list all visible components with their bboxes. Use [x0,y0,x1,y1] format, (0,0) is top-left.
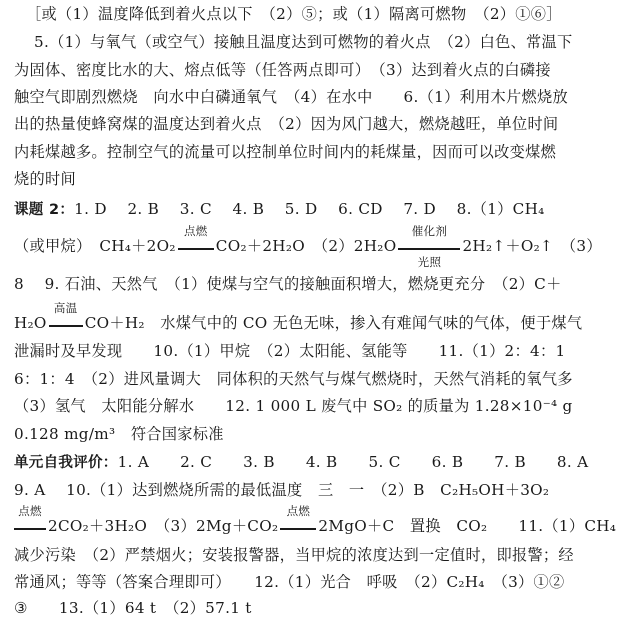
unit-eval-eq-2: 2MgO＋C 置换 CO₂ 11.（1）CH₄ [318,517,617,535]
text-line-6: 内耗煤越多。控制空气的流量可以控制单位时间内的耗煤量，因而可以改变煤燃 [14,143,557,161]
unit-eval-line-5: 常通风；等等（答案合理即可） 12.（1）光合 呼吸 （2）C₂H₄ （3）①② [14,573,565,591]
topic2-line-5: 泄漏时及早发现 10.（1）甲烷 （2）太阳能、氢能等 11.（1）2：4：1 [14,342,566,360]
condition-ignite-3: 点燃 [280,519,316,531]
unit-eval-line-6: ③ 13.（1）64 t （2）57.1 t [14,599,252,617]
topic2-line-6: 6：1：4 （2）进风量调大 同体积的天然气与煤气燃烧时，天然气消耗的氧气多 [14,370,573,388]
unit-eval-line-3 [14,504,617,536]
condition-ignite-2: 点燃 [14,519,46,531]
unit-eval-line-1 [14,452,588,473]
topic2-line-1 [14,199,545,220]
text-line-4: 触空气即剧烈燃烧 向水中白磷通氧气 （4）在水中 6.（1）利用木片燃烧放 [14,88,568,106]
topic2-eq-2: CO₂＋2H₂O （2）2H₂O [215,237,397,255]
topic2-eq-5: CO＋H₂ 水煤气中的 CO 无色无味，掺入有难闻气味的气体，便于煤气 [84,314,583,332]
unit-eval-answers-1: 1. A 2. C 3. B 4. B 5. C 6. B 7. B 8. A [117,453,589,471]
topic2-line-4 [14,301,583,333]
topic2-line-2 [14,224,602,269]
condition-catalyst: 催化剂 光照 [398,239,460,251]
text-line-3: 为固体、密度比水的大、熔点低等（任答两点即可） （3）达到着火点的白磷接 [14,61,551,79]
unit-eval-line-2: 9. A 10.（1）达到燃烧所需的最低温度 三 一 （2）B C₂H₅OH＋3O₂ [14,481,550,499]
unit-eval-eq-1: 2CO₂＋3H₂O （3）2Mg＋CO₂ [48,517,279,535]
topic2-eq-3: 2H₂↑＋O₂↑ （3） [462,237,602,255]
text-line-5: 出的热量使蜂窝煤的温度达到着火点 （2）因为风门越大，燃烧越旺，单位时间 [14,115,559,133]
topic2-answers-1: 1. D 2. B 3. C 4. B 5. D 6. CD 7. D 8.（1）CH₄ [74,200,545,218]
topic2-eq-4: H₂O [14,314,47,332]
topic2-eq-1: （或甲烷） CH₄＋2O₂ [14,237,176,255]
text-line-1: ［或（1）温度降低到着火点以下 （2）⑤；或（1）隔离可燃物 （2）①⑥］ [26,5,562,23]
topic2-label: 课题 2： [14,202,75,218]
text-line-2: 5.（1）与氧气（或空气）接触且温度达到可燃物的着火点 （2）白色、常温下 [34,33,573,51]
condition-high-temp: 高温 [49,316,83,328]
text-line-7: 烧的时间 [14,170,76,188]
unit-eval-line-4: 减少污染 （2）严禁烟火；安装报警器，当甲烷的浓度达到一定值时，即报警；经 [14,546,574,564]
topic2-line-3: 8 9. 石油、天然气 （1）使煤与空气的接触面积增大，燃烧更充分 （2）C＋ [14,275,562,293]
condition-ignite-1: 点燃 [178,239,214,251]
topic2-line-7: （3）氢气 太阳能分解水 12. 1 000 L 废气中 SO₂ 的质量为 1.28×10⁻⁴ g [14,397,573,415]
topic2-line-8: 0.128 mg/m³ 符合国家标准 [14,425,224,443]
unit-eval-label: 单元自我评价： [14,455,118,471]
